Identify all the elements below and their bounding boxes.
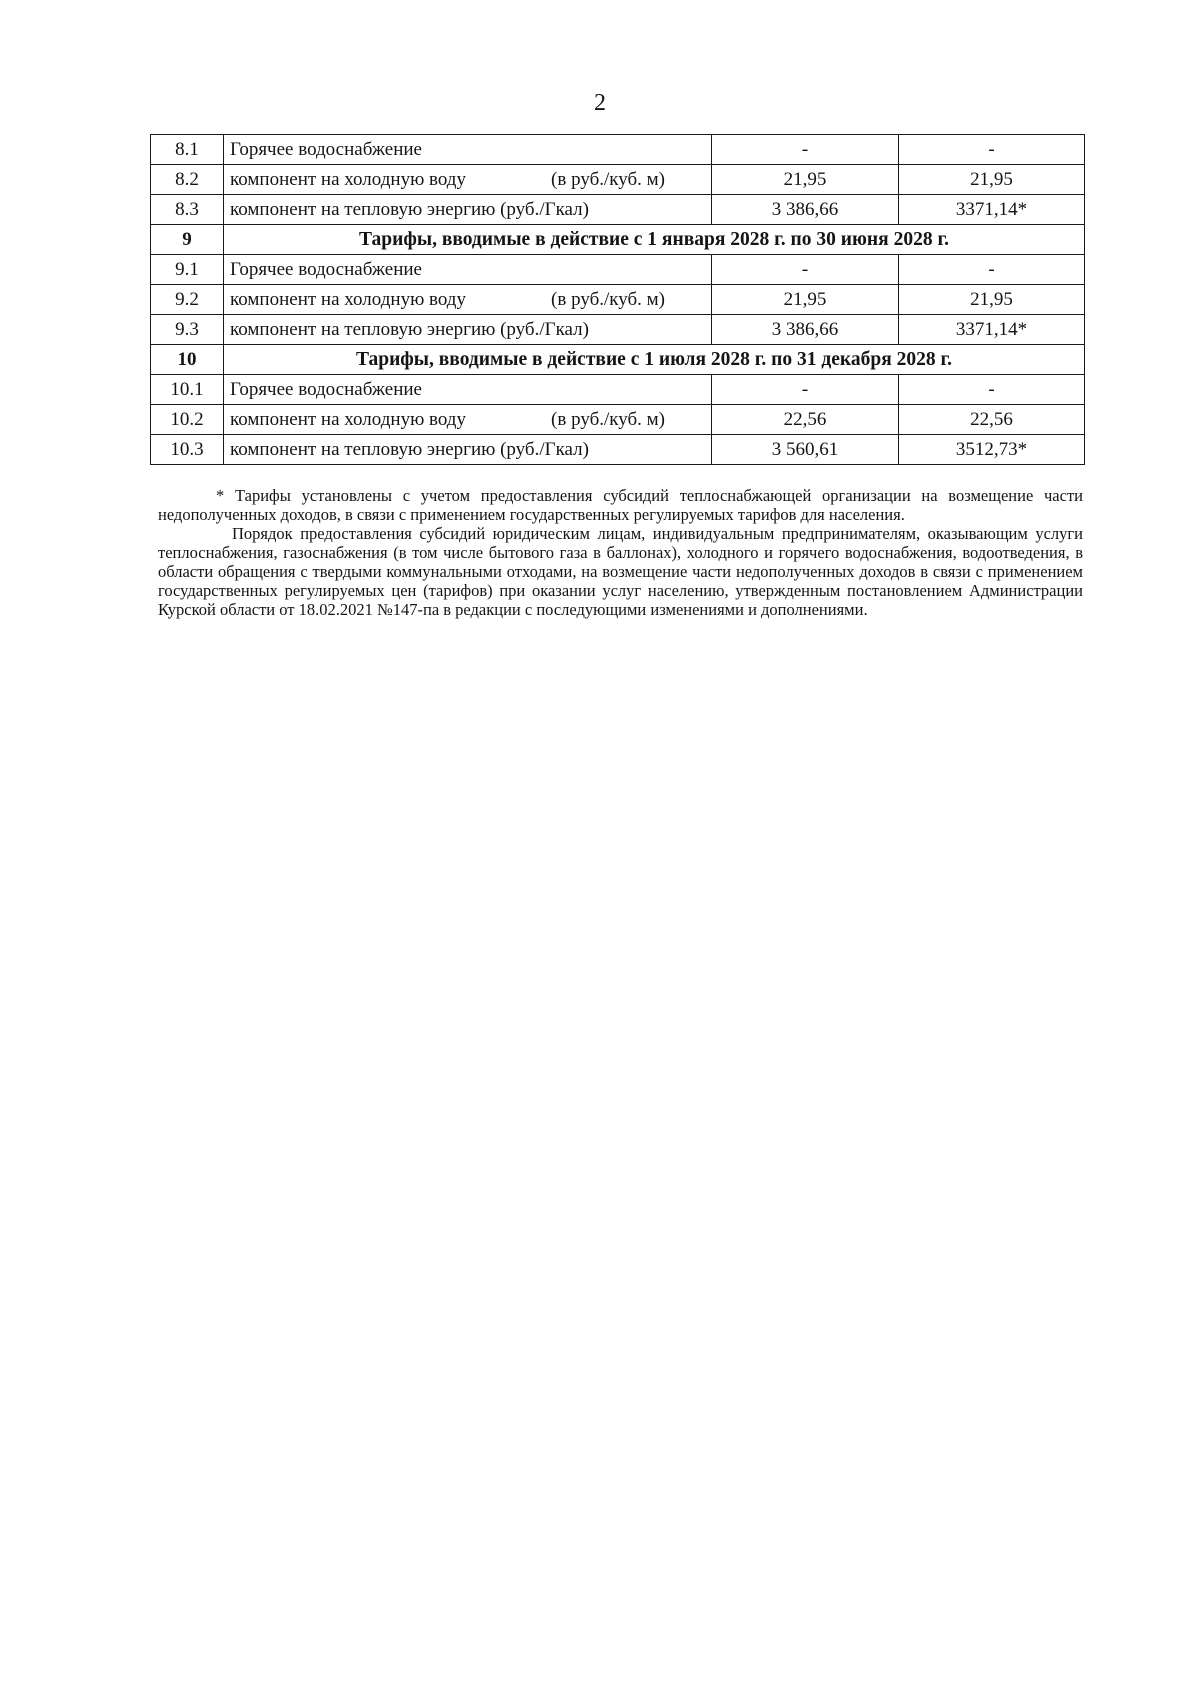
row-name-cell [224,315,712,345]
table-row [151,405,1085,435]
row-name-cell [224,285,712,315]
row-name: Горячее водоснабжение [230,138,422,160]
row-name-cell [224,195,712,225]
table-row [151,285,1085,315]
row-unit: (в руб./куб. м) [551,288,665,310]
tariff-value-2: - [899,375,1085,405]
section-title: Тарифы, вводимые в действие с 1 января 2028 г. по 30 июня 2028 г. [224,225,1085,255]
tariff-table-body [151,135,1085,465]
row-name: компонент на холодную воду [230,408,466,430]
row-number: 10.1 [151,375,224,405]
row-number: 9.1 [151,255,224,285]
row-name: компонент на тепловую энергию (руб./Гкал) [230,198,589,220]
row-number: 10.2 [151,405,224,435]
row-number: 9.2 [151,285,224,315]
tariff-value-1: 3 560,61 [712,435,899,465]
row-name-cell [224,375,712,405]
table-row [151,435,1085,465]
tariff-value-2: - [899,135,1085,165]
section-heading-row [151,345,1085,375]
footnote [158,486,1083,619]
table-row [151,255,1085,285]
tariff-value-1: 21,95 [712,165,899,195]
page-number: 2 [594,90,606,116]
section-title: Тарифы, вводимые в действие с 1 июля 2028 г. по 31 декабря 2028 г. [224,345,1085,375]
row-name-cell [224,435,712,465]
row-name-cell [224,135,712,165]
tariff-value-1: - [712,135,899,165]
row-name: компонент на тепловую энергию (руб./Гкал) [230,438,589,460]
tariff-value-2: 3371,14* [899,195,1085,225]
footnote-asterisk-note: * Тарифы установлены с учетом предоставления субсидий теплоснабжающей организации на возмещение части недополученных доходов, в связи с применением государственных регулируемых тарифов для населения. [158,486,1083,524]
row-name-cell [224,405,712,435]
tariff-value-2: 21,95 [899,165,1085,195]
row-number: 9.3 [151,315,224,345]
table-row [151,375,1085,405]
tariff-value-1: - [712,375,899,405]
section-number: 9 [151,225,224,255]
row-number: 8.1 [151,135,224,165]
row-number: 8.2 [151,165,224,195]
row-number: 8.3 [151,195,224,225]
tariff-value-2: 3512,73* [899,435,1085,465]
row-name: Горячее водоснабжение [230,258,422,280]
section-number: 10 [151,345,224,375]
tariff-value-2: 21,95 [899,285,1085,315]
row-name: компонент на холодную воду [230,168,466,190]
row-unit: (в руб./куб. м) [551,408,665,430]
tariff-value-1: 22,56 [712,405,899,435]
footnote-subsidy-procedure: Порядок предоставления субсидий юридическим лицам, индивидуальным предпринимателям, оказывающим услуги теплоснабжения, газоснабжения (в том числе бытового газа в баллонах), холодного и горячего водоснабжения, водоотведения, в области обращения с твердыми коммунальными отходами, на возмещение части недополученных доходов в связи с применением государственных регулируемых цен (тарифов) при оказании услуг населению, утвержденным постановлением Администрации Курской области от 18.02.2021 №147-па в редакции с последующими изменениями и дополнениями. [158,524,1083,619]
row-name-cell [224,165,712,195]
row-name: компонент на холодную воду [230,288,466,310]
tariff-value-2: 22,56 [899,405,1085,435]
tariff-table [150,134,1085,465]
table-row [151,195,1085,225]
row-unit: (в руб./куб. м) [551,168,665,190]
row-name: компонент на тепловую энергию (руб./Гкал) [230,318,589,340]
tariff-value-1: 3 386,66 [712,195,899,225]
table-row [151,165,1085,195]
tariff-value-1: 3 386,66 [712,315,899,345]
section-heading-row [151,225,1085,255]
tariff-value-2: - [899,255,1085,285]
table-row [151,315,1085,345]
row-name-cell [224,255,712,285]
row-name: Горячее водоснабжение [230,378,422,400]
table-row [151,135,1085,165]
tariff-value-1: 21,95 [712,285,899,315]
tariff-value-2: 3371,14* [899,315,1085,345]
row-number: 10.3 [151,435,224,465]
tariff-value-1: - [712,255,899,285]
